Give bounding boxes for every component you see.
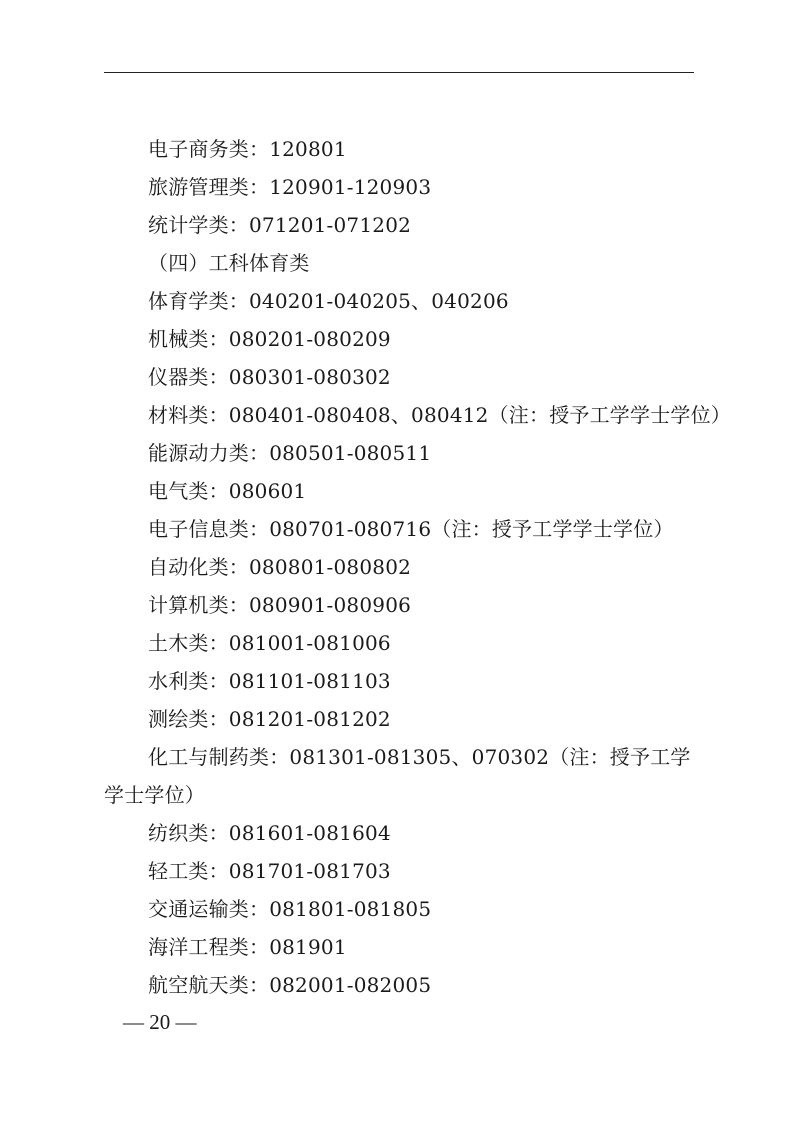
text-line: 统计学类：071201-071202 (148, 213, 412, 237)
section-heading: （四）工科体育类 (148, 251, 310, 275)
text-line: 纺织类：081601-081604 (148, 821, 391, 845)
text-line: 旅游管理类：120901-120903 (148, 175, 432, 199)
text-line: 海洋工程类：081901 (148, 935, 347, 959)
text-line: 机械类：080201-080209 (148, 327, 391, 351)
text-line: 材料类：080401-080408、080412（注：授予工学学士学位） (148, 403, 732, 427)
text-line: 计算机类：080901-080906 (148, 593, 412, 617)
text-line: 电子商务类：120801 (148, 137, 347, 161)
text-line: 交通运输类：081801-081805 (148, 897, 432, 921)
document-body (104, 130, 732, 1004)
text-line: 体育学类：040201-040205、040206 (148, 289, 509, 313)
text-line: 水利类：081101-081103 (148, 669, 391, 693)
page-number: — 20 — (123, 1010, 197, 1034)
header-rule (104, 72, 694, 73)
text-line: 仪器类：080301-080302 (148, 365, 391, 389)
text-line: 电子信息类：080701-080716（注：授予工学学士学位） (148, 517, 674, 541)
text-line: 能源动力类：080501-080511 (148, 441, 432, 465)
text-line: 航空航天类：082001-082005 (148, 973, 432, 997)
text-line: 自动化类：080801-080802 (148, 555, 412, 579)
text-line: 土木类：081001-081006 (148, 631, 391, 655)
text-line: 电气类：080601 (148, 479, 307, 503)
text-line: 轻工类：081701-081703 (148, 859, 391, 883)
text-line: 测绘类：081201-081202 (148, 707, 391, 731)
text-line: 化工与制药类：081301-081305、070302（注：授予工学学士学位） (104, 745, 691, 807)
